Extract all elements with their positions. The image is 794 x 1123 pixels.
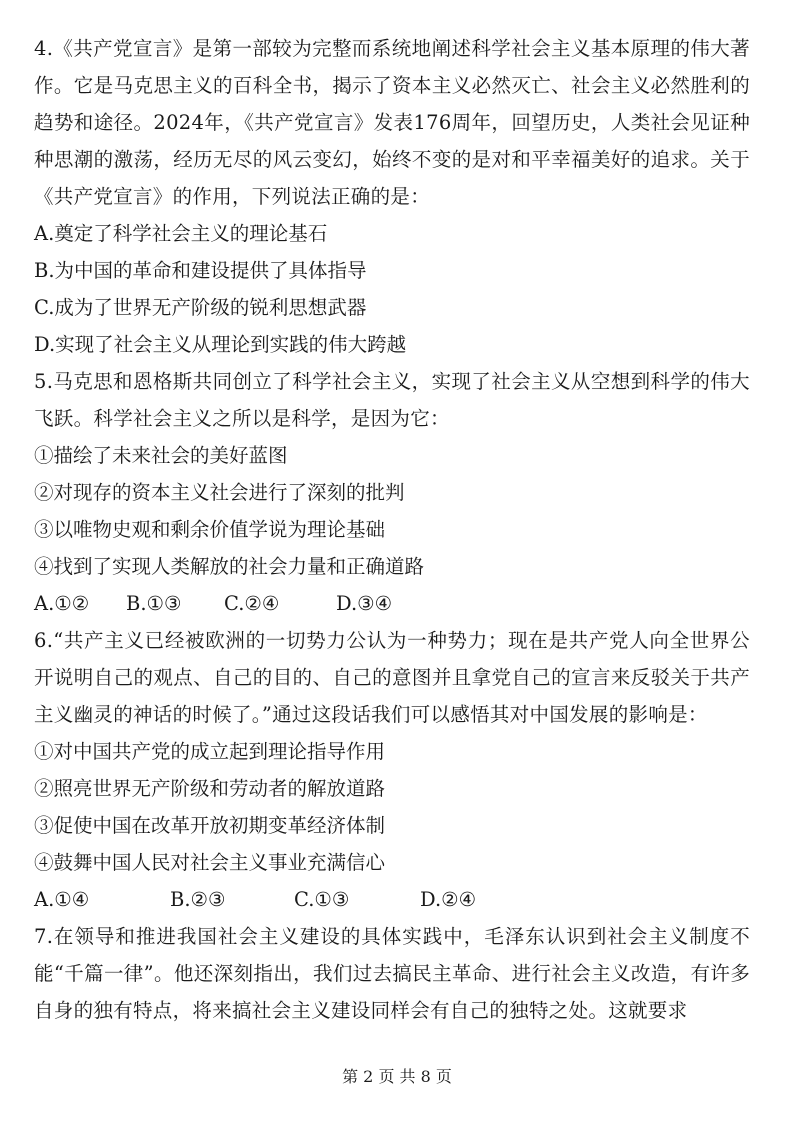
- question-4-option-b: B.为中国的革命和建设提供了具体指导: [34, 259, 367, 282]
- question-4-option-d: D.实现了社会主义从理论到实践的伟大跨越: [34, 333, 407, 356]
- question-6-choices: [34, 881, 750, 918]
- question-6-choice-c: C.①③: [294, 888, 350, 911]
- question-6-item-1: ①对中国共产党的成立起到理论指导作用: [34, 740, 386, 763]
- question-6-choice-b: B.②③: [170, 888, 226, 911]
- question-5-stem: 5.马克思和恩格斯共同创立了科学社会主义，实现了社会主义从空想到科学的伟大飞跃。科学社会主义之所以是科学，是因为它：: [34, 370, 750, 430]
- question-4-option-c: C.成为了世界无产阶级的锐利思想武器: [34, 296, 367, 319]
- question-5-item-3: ③以唯物史观和剩余价值学说为理论基础: [34, 518, 386, 541]
- question-7-stem: 7.在领导和推进我国社会主义建设的具体实践中，毛泽东认识到社会主义制度不能“千篇一律”。他还深刻指出，我们过去搞民主革命、进行社会主义改造，有许多自身的独有特点，将来搞社会主义建设同样会有自己的独特之处。这就要求: [34, 925, 750, 1022]
- question-5-item-1: ①描绘了未来社会的美好蓝图: [34, 444, 288, 467]
- question-5-choice-b: B.①③: [126, 592, 182, 615]
- question-4-stem: 4.《共产党宣言》是第一部较为完整而系统地阐述科学社会主义基本原理的伟大著作。它是马克思主义的百科全书，揭示了资本主义必然灭亡、社会主义必然胜利的趋势和途径。2024年，《共产党宣言》发表176周年，回望历史，人类社会见证种种思潮的激荡，经历无尽的风云变幻，始终不变的是对和平幸福美好的追求。关于《共产党宣言》的作用，下列说法正确的是：: [34, 37, 750, 208]
- question-5-choices: [34, 585, 750, 622]
- question-4-option-a: A.奠定了科学社会主义的理论基石: [34, 222, 328, 245]
- question-6-item-3: ③促使中国在改革开放初期变革经济体制: [34, 814, 386, 837]
- page-number-footer: 第 2 页 共 8 页: [342, 1067, 452, 1086]
- page-content: [34, 30, 750, 1029]
- question-6-choice-a: A.①④: [34, 888, 90, 911]
- question-5-item-2: ②对现存的资本主义社会进行了深刻的批判: [34, 481, 405, 504]
- question-5-item-4: ④找到了实现人类解放的社会力量和正确道路: [34, 555, 425, 578]
- question-6-choice-d: D.②④: [420, 888, 477, 911]
- question-5-choice-a: A.①②: [34, 592, 90, 615]
- question-6-item-2: ②照亮世界无产阶级和劳动者的解放道路: [34, 777, 386, 800]
- question-5-choice-c: C.②④: [224, 592, 280, 615]
- question-6-stem: 6.“共产主义已经被欧洲的一切势力公认为一种势力；现在是共产党人向全世界公开说明自己的观点、自己的目的、自己的意图并且拿党自己的宣言来反驳关于共产主义幽灵的神话的时候了。”通过这段话我们可以感悟其对中国发展的影响是：: [34, 629, 750, 726]
- question-6-item-4: ④鼓舞中国人民对社会主义事业充满信心: [34, 851, 386, 874]
- question-5-choice-d: D.③④: [336, 592, 393, 615]
